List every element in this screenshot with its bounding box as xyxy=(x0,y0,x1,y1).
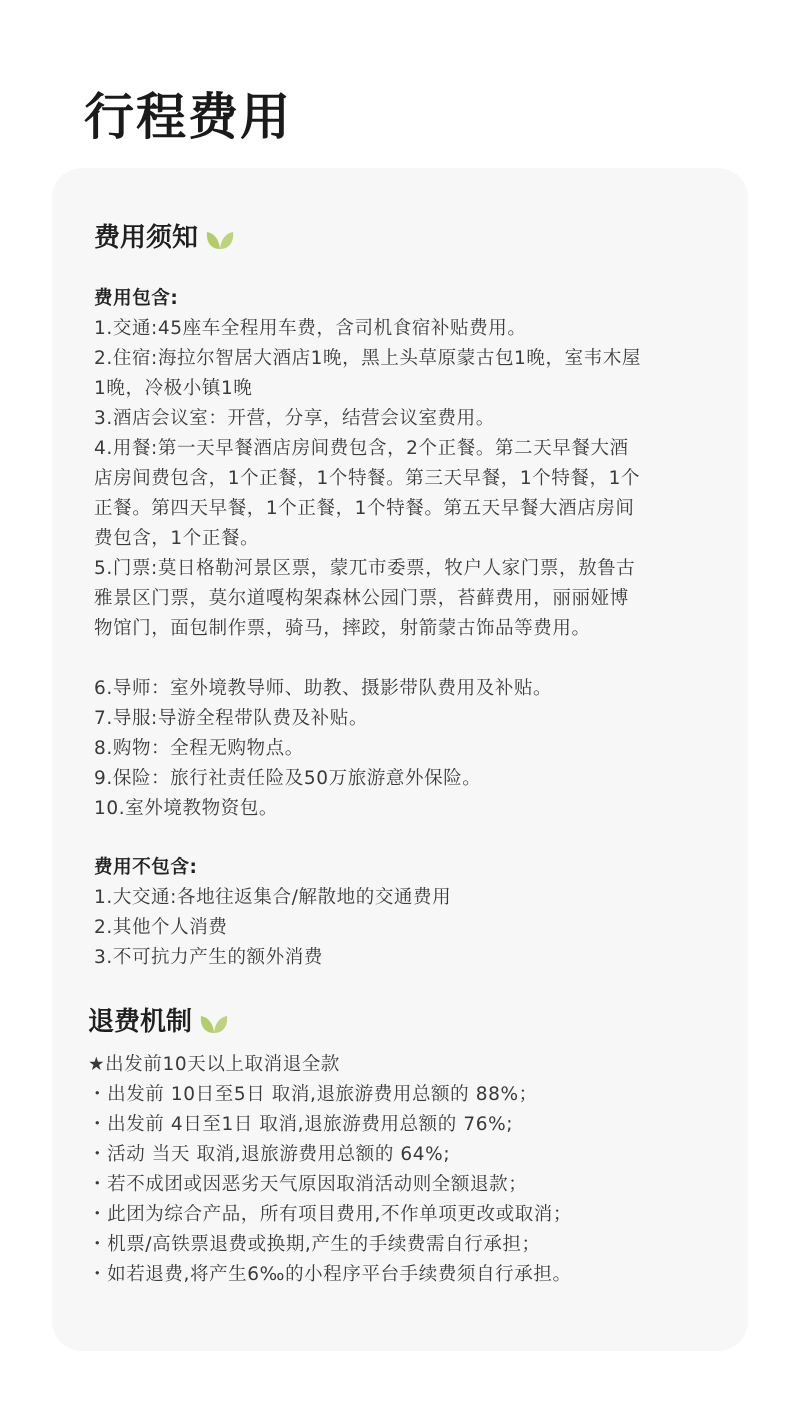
fee-included-block-2 xyxy=(94,674,552,824)
refund-rule-line: ・出发前 10日至5日 取消,退旅游费用总额的 88%； xyxy=(88,1084,538,1105)
fee-excluded-title: 费用不包含: xyxy=(94,857,198,878)
fee-included-line: 费包含，1个正餐。 xyxy=(94,528,260,549)
fee-included-line: 5.门票:莫日格勒河景区票，蒙兀市委票，牧户人家门票，敖鲁古 xyxy=(94,558,636,579)
refund-rule-line: ・活动 当天 取消,退旅游费用总额的 64%; xyxy=(88,1144,451,1165)
refund-rule-line: ★出发前10天以上取消退全款 xyxy=(88,1054,341,1075)
fee-included-line: 8.购物：全程无购物点。 xyxy=(94,738,304,759)
page-title: 行程费用 xyxy=(84,88,292,146)
refund-rule-line: ・出发前 4日至1日 取消,退旅游费用总额的 76%; xyxy=(88,1114,514,1135)
refund-policy-heading-text: 退费机制 xyxy=(88,1007,193,1037)
fee-included-line: 6.导师：室外境教导师、助教、摄影带队费用及补贴。 xyxy=(94,678,553,699)
leaf-icon xyxy=(200,1012,228,1034)
fee-included-line: 1晚，冷极小镇1晚 xyxy=(94,378,253,399)
fee-included-line: 物馆门，面包制作票，骑马，摔跤，射箭蒙古饰品等费用。 xyxy=(94,618,591,639)
fee-included-line: 2.住宿:海拉尔智居大酒店1晚，黑上头草原蒙古包1晚，室韦木屋 xyxy=(94,348,642,369)
fee-included-line: 7.导服:导游全程带队费及补贴。 xyxy=(94,708,368,729)
refund-rule-line: ・此团为综合产品，所有项目费用,不作单项更改或取消； xyxy=(88,1204,572,1225)
fee-excluded-line: 1.大交通:各地往返集合/解散地的交通费用 xyxy=(94,887,452,908)
fee-included-line: 雅景区门票，莫尔道嘎构架森林公园门票，苔藓费用，丽丽娅博 xyxy=(94,588,629,609)
refund-policy-heading xyxy=(88,1004,228,1040)
fee-included-title: 费用包含: xyxy=(94,288,179,309)
fee-included-line: 1.交通:45座车全程用车费，含司机食宿补贴费用。 xyxy=(94,318,527,339)
fee-included-block xyxy=(94,284,641,644)
fee-card xyxy=(52,168,748,1351)
leaf-icon xyxy=(206,228,234,250)
refund-policy-block xyxy=(88,1050,572,1290)
fee-included-line: 10.室外境教物资包。 xyxy=(94,798,279,819)
fee-excluded-line: 2.其他个人消费 xyxy=(94,917,228,938)
refund-rule-line: ・如若退费,将产生6‰的小程序平台手续费须自行承担。 xyxy=(88,1264,572,1285)
fee-notice-heading-text: 费用须知 xyxy=(94,223,199,253)
fee-excluded-line: 3.不可抗力产生的额外消费 xyxy=(94,947,323,968)
fee-included-line: 3.酒店会议室：开营，分享，结营会议室费用。 xyxy=(94,408,495,429)
fee-included-line: 正餐。第四天早餐，1个正餐，1个特餐。第五天早餐大酒店房间 xyxy=(94,498,635,519)
fee-included-line: 4.用餐:第一天早餐酒店房间费包含，2个正餐。第二天早餐大酒 xyxy=(94,438,629,459)
refund-rule-line: ・若不成团或因恶劣天气原因取消活动则全额退款； xyxy=(88,1174,528,1195)
fee-included-line: 店房间费包含，1个正餐，1个特餐。第三天早餐，1个特餐，1个 xyxy=(94,468,641,489)
fee-notice-heading xyxy=(94,220,234,256)
fee-included-line: 9.保险：旅行社责任险及50万旅游意外保险。 xyxy=(94,768,482,789)
refund-rule-line: ・机票/高铁票退费或换期,产生的手续费需自行承担； xyxy=(88,1234,541,1255)
fee-excluded-block xyxy=(94,853,451,973)
